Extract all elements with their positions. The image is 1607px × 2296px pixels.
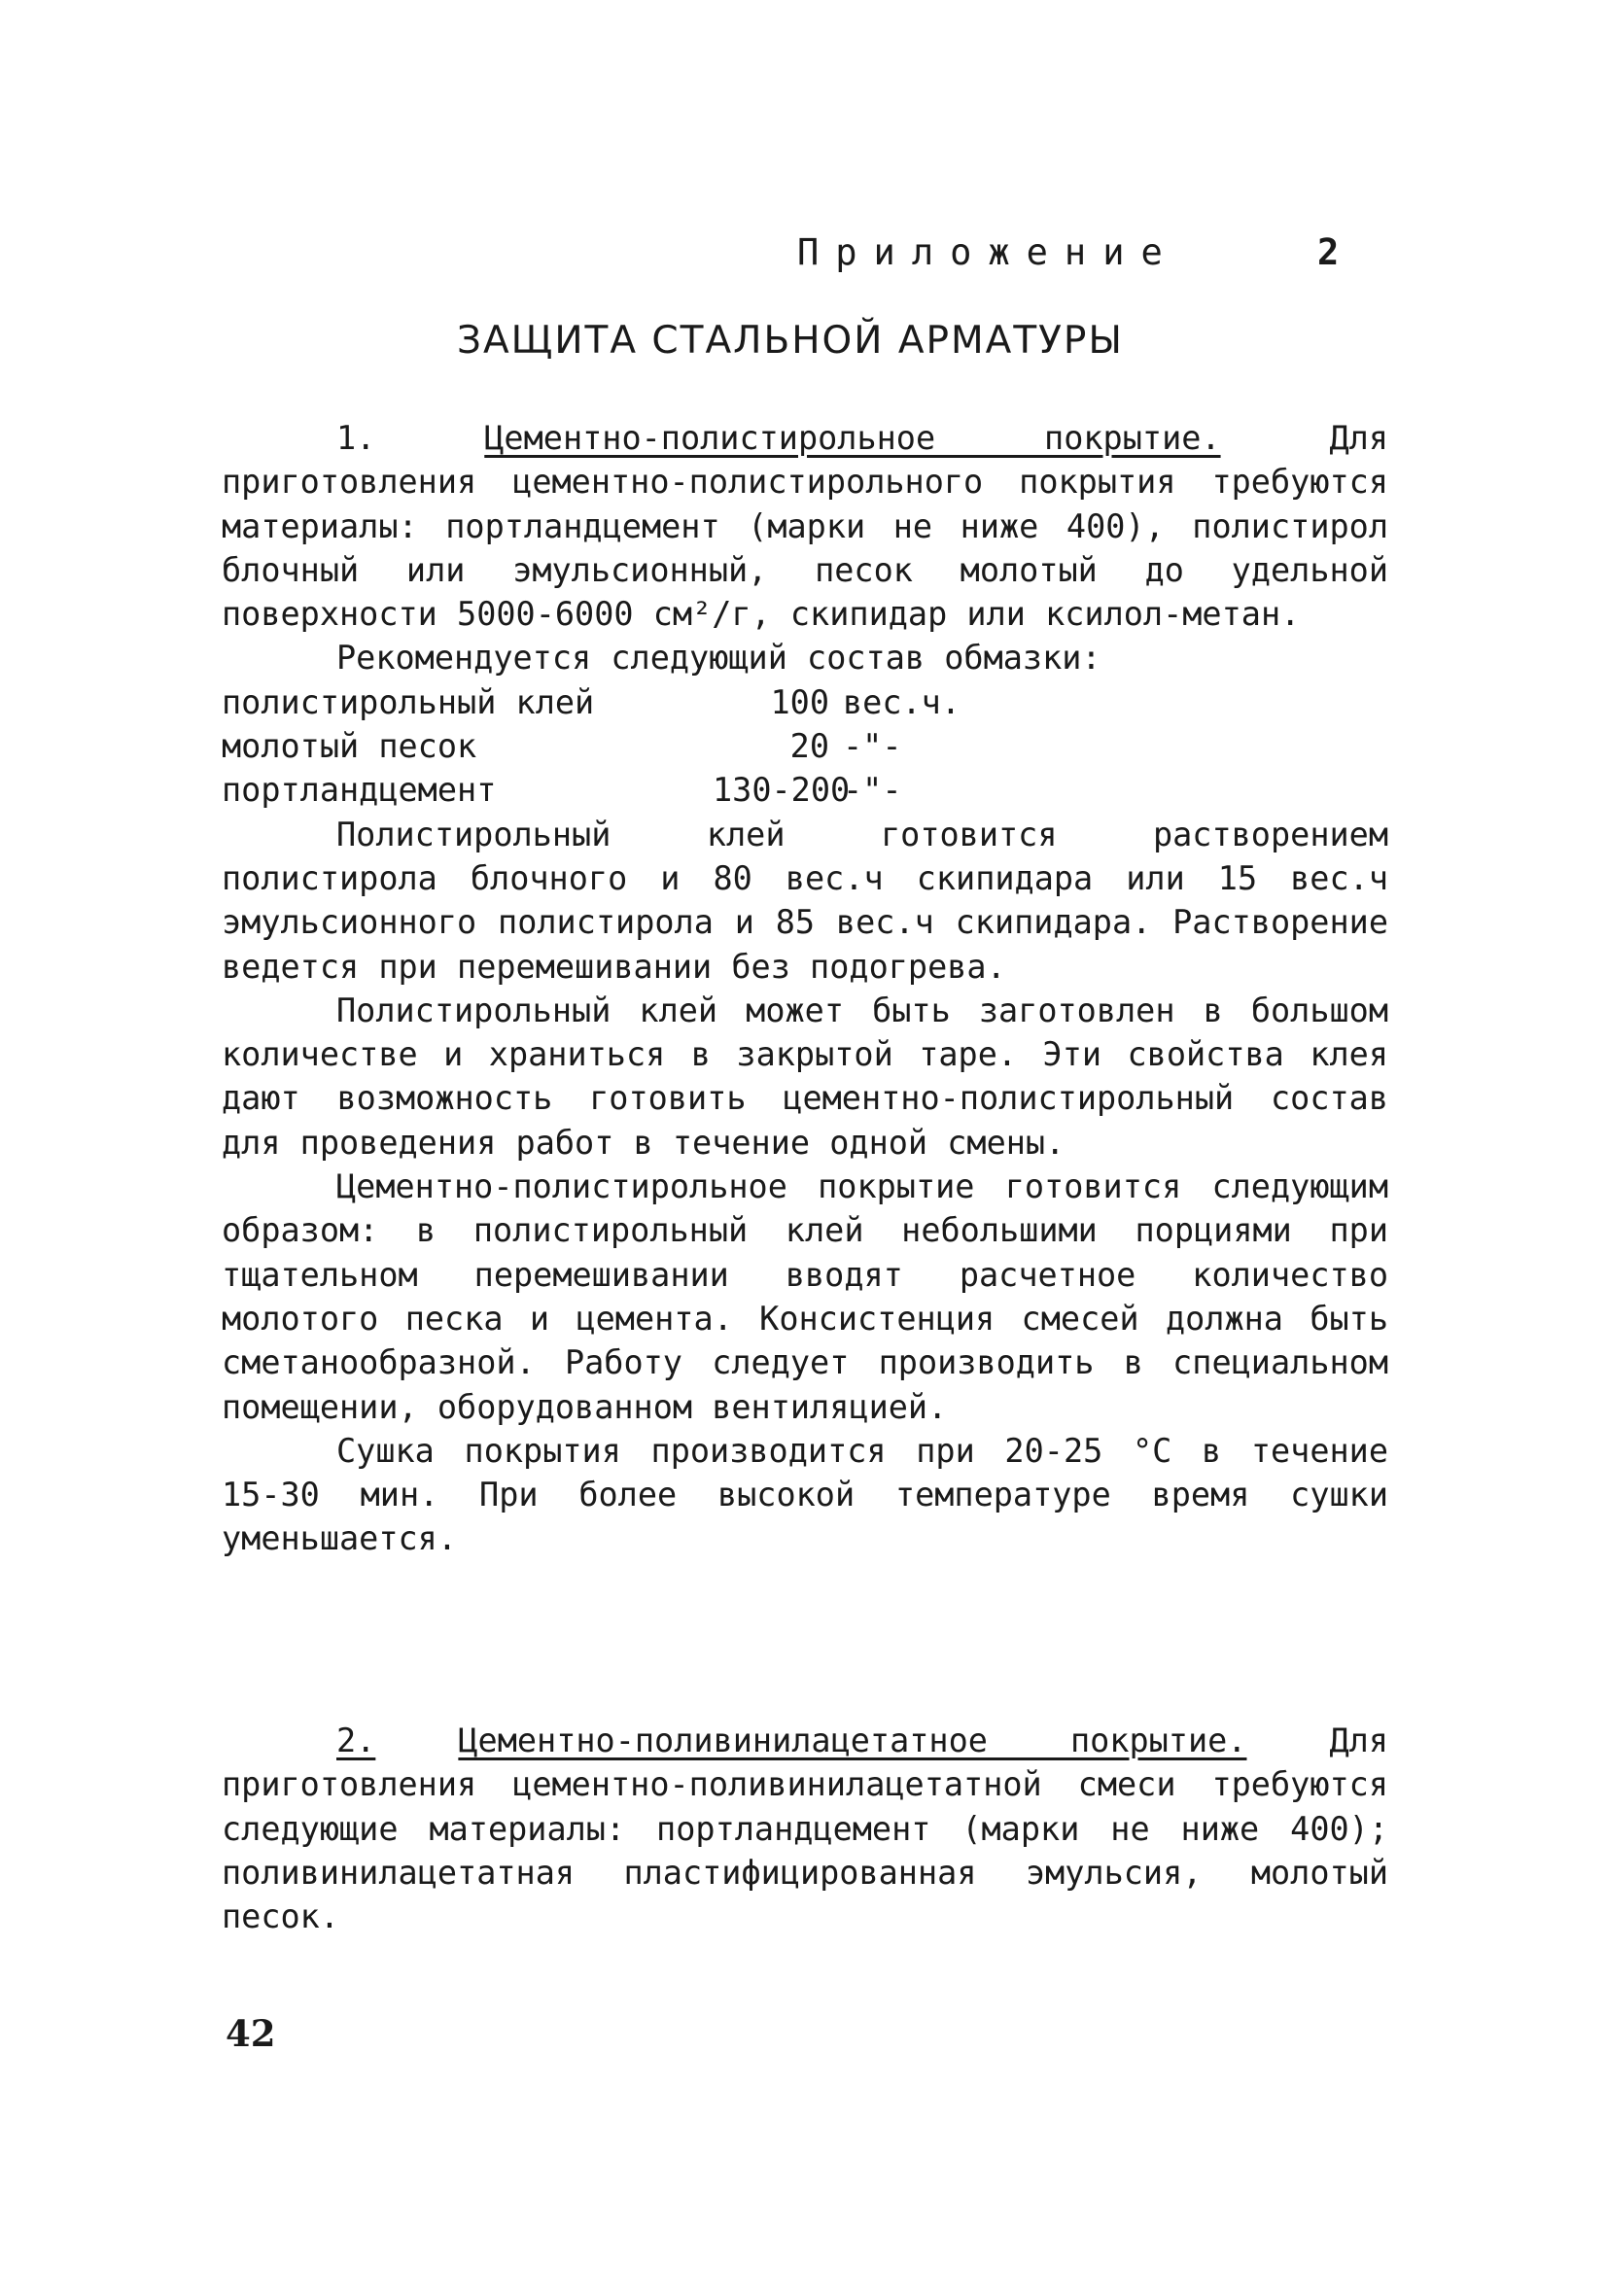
recipe-item-unit: -"-: [843, 727, 902, 766]
recipe-item-unit: вес.ч.: [843, 682, 961, 721]
section-2-number: 2.: [336, 1722, 376, 1759]
recipe-row: [222, 724, 1388, 768]
recipe-item-qty: 130-200: [713, 771, 851, 810]
section-2-intro: Для приготовления цементно-поливинилацетатной смеси требуются следующие материалы: портландцемент (марки не ниже 400); поливинилацетатная пластифицированная эмульсия, молотый песок.: [222, 1722, 1389, 1936]
recipe-item-unit: -"-: [843, 771, 902, 810]
section-1-intro-paragraph: [222, 416, 1388, 636]
appendix-label: Приложение: [797, 231, 1179, 273]
body-paragraph: Сушка покрытия производится при 20-25 °С в течение 15-30 мин. При более высокой температуре время сушки уменьшается.: [222, 1431, 1388, 1558]
recipe-table: [222, 680, 1388, 813]
recipe-item-qty: 100: [770, 682, 829, 721]
section-2-heading: Цементно-поливинилацетатное покрытие.: [458, 1722, 1247, 1759]
appendix-number: 2: [1317, 231, 1340, 273]
recipe-intro: Рекомендуется следующий состав обмазки:: [336, 639, 1101, 678]
recipe-item-qty: 20: [789, 727, 829, 766]
section-1-number: 1.: [336, 419, 376, 457]
section-2: [222, 1719, 1388, 1938]
section-1-intro: Для приготовления цементно-полистирольного покрытия требуются материалы: портландцемент (марки не ниже 400), полистирол блочный или эмульсионный, песок молотый до удельной поверхности 5000-6000 см²/г, скипидар или ксилол-метан.: [222, 419, 1389, 634]
appendix-header: [797, 231, 1361, 273]
body-paragraph: Полистирольный клей может быть заготовлен в большом количестве и храниться в закрытой таре. Эти свойства клея дают возможность готовить цементно-полистирольный состав для проведения работ в течение одной смены.: [222, 991, 1388, 1162]
page-number: 42: [226, 2012, 276, 2055]
recipe-item-name: полистирольный клей: [222, 682, 595, 721]
page-title: ЗАЩИТА СТАЛЬНОЙ АРМАТУРЫ: [457, 319, 1124, 363]
body-paragraph: Полистирольный клей готовится растворением полистирола блочного и 80 вес.ч скипидара или 15 вес.ч эмульсионного полистирола и 85 вес.ч скипидара. Растворение ведется при перемешивании без подогрева.: [222, 815, 1388, 986]
recipe-row: [222, 768, 1388, 812]
recipe-item-name: молотый песок: [222, 727, 477, 766]
section-1-heading: Цементно-полистирольное покрытие.: [484, 419, 1221, 457]
recipe-item-name: портландцемент: [222, 771, 497, 810]
section-1: [222, 416, 1388, 1561]
section-2-intro-paragraph: [222, 1719, 1388, 1938]
recipe-row: [222, 680, 1388, 724]
body-paragraph: Цементно-полистирольное покрытие готовится следующим образом: в полистирольный клей небольшими порциями при тщательном перемешивании вводят расчетное количество молотого песка и цемента. Консистенция смесей должна быть сметанообразной. Работу следует производить в специальном помещении, оборудованном вентиляцией.: [222, 1167, 1388, 1426]
